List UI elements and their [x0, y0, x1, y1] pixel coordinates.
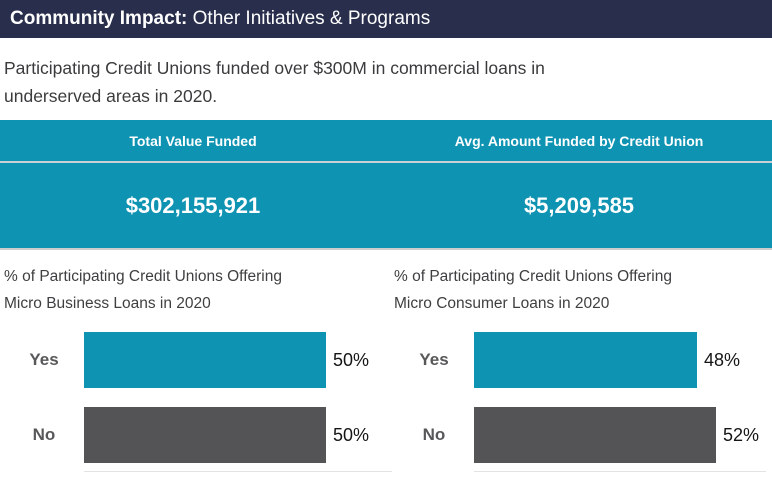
bar-row-no: [394, 407, 772, 463]
chart-title-line-1: % of Participating Credit Unions Offering: [394, 268, 672, 285]
bar-no[interactable]: [84, 407, 326, 463]
bar-row-no: [4, 407, 386, 463]
chart-title: [394, 263, 772, 317]
kpi-header-total-value: Total Value Funded: [129, 132, 257, 149]
subtitle-line-1: Participating Credit Unions funded over $300M in commercial loans in: [4, 58, 545, 78]
dashboard-subtitle: [4, 54, 772, 110]
bar-row-yes: [4, 332, 386, 388]
value-label-yes: 50%: [333, 349, 370, 370]
chart-micro-business-loans: [0, 250, 386, 472]
kpi-table: [0, 120, 772, 248]
chart-axis-line: [84, 471, 392, 472]
category-label-no: No: [422, 425, 446, 444]
value-label-no: 50%: [333, 424, 370, 445]
kpi-header-avg-amount: Avg. Amount Funded by Credit Union: [454, 132, 704, 149]
kpi-value-total-value: $302,155,921: [125, 192, 261, 218]
category-label-yes: Yes: [419, 350, 449, 369]
subtitle-line-2: underserved areas in 2020.: [4, 86, 218, 106]
kpi-header-row: [0, 120, 772, 161]
bar-yes[interactable]: [474, 332, 697, 388]
chart-micro-consumer-loans: [386, 250, 772, 472]
kpi-value-avg-amount: $5,209,585: [523, 192, 635, 218]
value-label-no: 52%: [723, 424, 760, 445]
dashboard-title-bar: [0, 0, 772, 38]
category-label-no: No: [32, 425, 56, 444]
category-label-yes: Yes: [29, 350, 59, 369]
bar-yes[interactable]: [84, 332, 326, 388]
chart-title-line-2: Micro Business Loans in 2020: [4, 295, 211, 312]
dashboard-title-rest: Other Initiatives & Programs: [187, 8, 431, 29]
charts-section: [0, 250, 772, 472]
dashboard-title-bold: Community Impact:: [10, 8, 188, 29]
bar-no[interactable]: [474, 407, 716, 463]
kpi-value-row: [0, 163, 772, 248]
chart-title-line-1: % of Participating Credit Unions Offering: [4, 268, 282, 285]
chart-title-line-2: Micro Consumer Loans in 2020: [394, 295, 610, 312]
chart-axis-line: [474, 471, 766, 472]
chart-title: [4, 263, 386, 317]
value-label-yes: 48%: [704, 349, 741, 370]
bar-row-yes: [394, 332, 772, 388]
